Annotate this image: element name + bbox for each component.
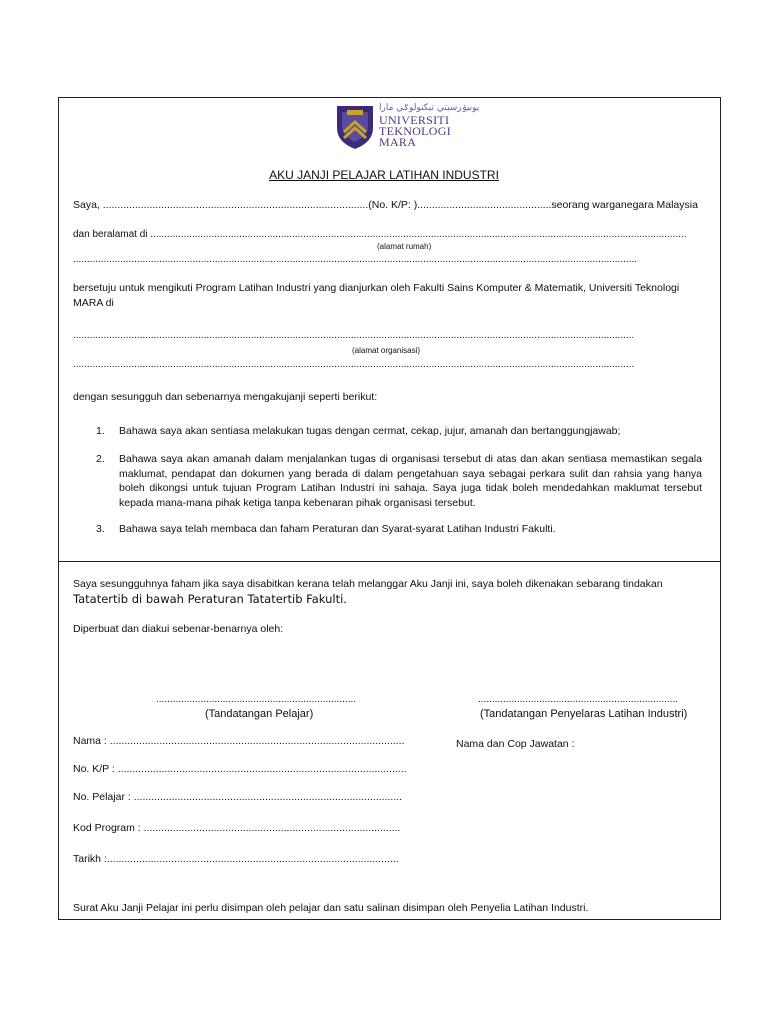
bersetuju-line-1: bersetuju untuk mengikuti Program Latihan Industri yang dianjurkan oleh Fakulti Sains Komputer & Matematik, Universiti Teknologi [73, 282, 680, 294]
pledge-3-number: 3. [96, 523, 105, 535]
document-title: AKU JANJI PELAJAR LATIHAN INDUSTRI [269, 168, 499, 182]
pledge-2-number: 2. [96, 453, 105, 465]
logo-line-1: UNIVERSITI [379, 113, 450, 127]
student-signature-label: (Tandatangan Pelajar) [205, 708, 314, 720]
no-kp-field[interactable]: No. K/P : ................................................................................................... [73, 763, 407, 775]
declaration-line-2: Tatatertib di bawah Peraturan Tatatertib Fakulti. [73, 592, 347, 606]
logo-jawi-text: يونيۏرسيتي تيكنولوݢي مارا [379, 103, 480, 113]
alamat-line: dan beralamat di ................................................................................................................................................................................................. [73, 229, 687, 240]
org-line-1: .......................................................................................................................................................................................................... [73, 330, 635, 341]
bersetuju-line-2: MARA di [73, 297, 114, 309]
coordinator-signature-line: ........................................................................ [478, 694, 679, 705]
nama-cop-jawatan-label: Nama dan Cop Jawatan : [456, 738, 575, 750]
coordinator-signature-label: (Tandatangan Penyelaras Latihan Industri) [480, 708, 688, 720]
uitm-logo-icon [334, 104, 376, 150]
section-divider [58, 561, 721, 562]
pledge-2-text: Bahawa saya akan amanah dalam menjalankan tugas di organisasi tersebut di atas dan akan sentiasa memastikan segala maklumat, pendapat dan dokumen yang berada di dalam pengetahuan saya sebagai perkara sulit dan rahsia yang hanya boleh dikongsi untuk tujuan Program Latihan Industri ini sahaja. Saya juga tidak boleh mendedahkan maklumat tersebut kepada mana-mana pihak ketiga tanpa kebenaran pihak organisasi tersebut. [119, 453, 702, 509]
org-line-2: .......................................................................................................................................................................................................... [73, 359, 635, 370]
student-signature-line: ........................................................................ [156, 694, 357, 705]
footer-note: Surat Aku Janji Pelajar ini perlu disimpan oleh pelajar dan satu salinan disimpan oleh Penyelia Latihan Industri. [73, 902, 589, 914]
pledge-3-text: Bahawa saya telah membaca dan faham Peraturan dan Syarat-syarat Latihan Industri Fakulti. [119, 523, 556, 535]
logo-line-2: TEKNOLOGI [379, 124, 452, 138]
nama-field[interactable]: Nama : ..................................................................................................... [73, 735, 405, 747]
pledge-1-text: Bahawa saya akan sentiasa melakukan tugas dengan cermat, cekap, jujur, amanah dan bertanggungjawab; [119, 425, 621, 437]
alamat-rumah-label: (alamat rumah) [377, 242, 432, 251]
alamat-organisasi-label: (alamat organisasi) [352, 346, 421, 355]
pledge-intro: dengan sesungguh dan sebenarnya mengakujanji seperti berikut: [73, 391, 378, 403]
declaration-line-1: Saya sesungguhnya faham jika saya disabitkan kerana telah melanggar Aku Janji ini, saya boleh dikenakan sebarang tindakan [73, 578, 663, 590]
tarikh-field[interactable]: Tarikh :.................................................................................................... [73, 853, 399, 865]
alamat-line-2: ........................................................................................................................................................................................................... [73, 254, 637, 265]
pledge-1-number: 1. [96, 425, 105, 437]
kod-program-field[interactable]: Kod Program : ........................................................................................ [73, 822, 401, 834]
no-pelajar-field[interactable]: No. Pelajar : ............................................................................................ [73, 791, 403, 803]
diperbuat-text: Diperbuat dan diakui sebenar-benarnya oleh: [73, 623, 284, 635]
logo-line-3: MARA [379, 135, 417, 149]
saya-line: Saya, ...........................................................................................(No. K/P: )..............................................seorang warganegara Malaysia [73, 199, 698, 211]
